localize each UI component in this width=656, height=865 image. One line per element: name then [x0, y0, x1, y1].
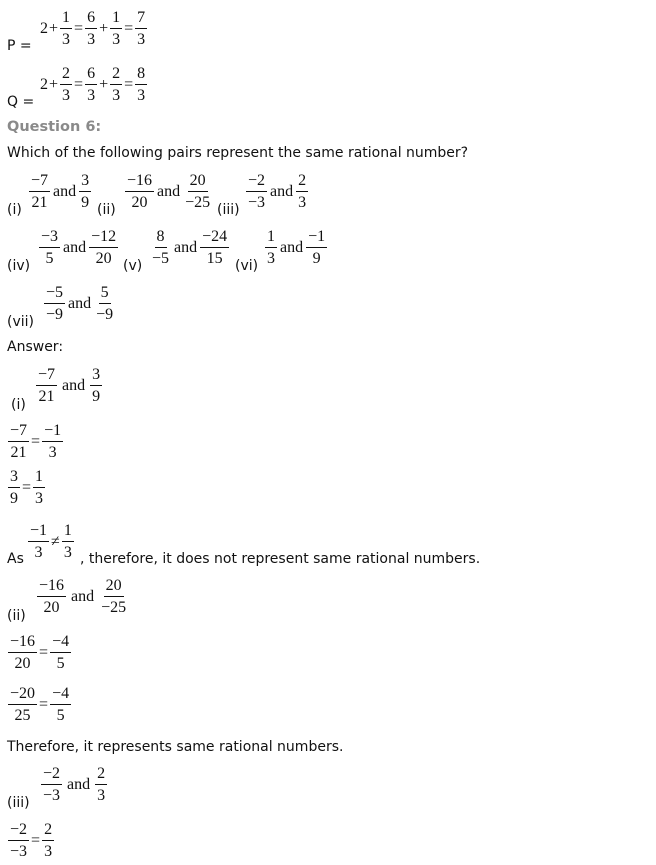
denominator: 3 — [48, 444, 57, 461]
label-v: (v) — [123, 258, 143, 274]
numerator: 1 — [110, 10, 122, 29]
fraction — [8, 686, 37, 724]
pair-i — [28, 173, 92, 211]
fraction — [42, 423, 63, 461]
numerator: −4 — [50, 634, 71, 653]
operator: = — [31, 832, 41, 849]
numerator: 6 — [85, 66, 97, 85]
denominator: 20 — [14, 655, 31, 672]
pair-iv — [38, 229, 119, 267]
plus-sign: + — [49, 20, 59, 37]
denominator: −25 — [101, 599, 127, 616]
q-label: Q = — [7, 94, 35, 110]
denominator: 3 — [87, 87, 96, 104]
answer-pair-i — [35, 367, 103, 405]
conclusion-i: , therefore, it does not represent same rational numbers. — [80, 551, 481, 567]
numerator: 3 — [8, 469, 20, 488]
answer-pair-ii — [36, 578, 129, 616]
numerator: −1 — [28, 523, 49, 542]
numerator: −2 — [8, 822, 29, 841]
denominator: −3 — [43, 787, 61, 804]
denominator: 3 — [112, 31, 121, 48]
numerator: 2 — [60, 66, 72, 85]
and-word: and — [63, 239, 87, 256]
denominator: −9 — [96, 306, 114, 323]
fraction — [42, 822, 54, 860]
and-word: and — [270, 183, 294, 200]
answer-label-i: (i) — [11, 397, 26, 413]
and-word: and — [67, 776, 91, 793]
operator: = — [74, 76, 84, 93]
fraction — [125, 173, 154, 211]
denominator: 15 — [206, 250, 223, 267]
operator: = — [39, 644, 49, 661]
denominator: 3 — [267, 250, 275, 267]
answer-label: Answer: — [7, 339, 64, 355]
numerator: 2 — [296, 173, 308, 192]
denominator: 5 — [56, 655, 65, 672]
and-word: and — [71, 588, 95, 605]
numerator: −12 — [89, 229, 118, 248]
denominator: −25 — [185, 194, 211, 211]
as-label: As — [7, 551, 24, 567]
fraction — [44, 285, 65, 323]
step-iii-1 — [7, 822, 55, 860]
denominator: 21 — [10, 444, 27, 461]
fraction — [8, 423, 29, 461]
numerator: 1 — [60, 10, 72, 29]
denominator: 5 — [56, 707, 65, 724]
numerator: −20 — [8, 686, 37, 705]
operator: = — [124, 76, 134, 93]
denominator: 5 — [45, 250, 54, 267]
denominator: 3 — [87, 31, 96, 48]
fraction — [85, 10, 97, 48]
operator: = — [31, 433, 41, 450]
question-heading: Question 6: — [7, 119, 102, 135]
fraction — [36, 367, 57, 405]
numerator: −4 — [50, 686, 71, 705]
denominator: 3 — [35, 490, 44, 507]
denominator: 3 — [298, 194, 307, 211]
fraction — [85, 66, 97, 104]
numerator: 2 — [110, 66, 122, 85]
equals-sign: = — [124, 20, 134, 37]
operator: = — [39, 696, 49, 713]
fraction — [50, 634, 71, 672]
operator: + — [49, 76, 59, 93]
numerator: 5 — [99, 285, 111, 304]
fraction — [200, 229, 229, 267]
fraction — [62, 523, 74, 561]
step-ii-2 — [7, 686, 72, 724]
numerator: 3 — [79, 173, 91, 192]
denominator: 3 — [44, 843, 53, 860]
fraction — [135, 10, 147, 48]
numerator: −2 — [246, 173, 267, 192]
denominator: 20 — [131, 194, 148, 211]
step-ii-1 — [7, 634, 72, 672]
step-i-2 — [7, 469, 46, 507]
and-word: and — [53, 183, 77, 200]
label-i: (i) — [7, 202, 22, 218]
number: 2 — [40, 76, 48, 93]
denominator: 21 — [38, 388, 55, 405]
answer-label-ii: (ii) — [7, 608, 26, 624]
numerator: 1 — [33, 469, 45, 488]
numerator: 20 — [104, 578, 124, 597]
fraction — [39, 229, 60, 267]
denominator: −3 — [248, 194, 266, 211]
fraction — [265, 229, 277, 267]
step-i-1 — [7, 423, 64, 461]
numerator: 7 — [135, 10, 147, 29]
denominator: 3 — [97, 787, 106, 804]
fraction — [95, 766, 107, 804]
fraction — [183, 173, 212, 211]
fraction — [8, 822, 29, 860]
numerator: 1 — [62, 523, 74, 542]
answer-pair-iii — [40, 766, 108, 804]
denominator: 3 — [62, 31, 71, 48]
fraction — [306, 229, 327, 267]
fraction — [8, 634, 37, 672]
numerator: −2 — [41, 766, 62, 785]
answer-label-iii: (iii) — [7, 795, 30, 811]
denominator: 9 — [81, 194, 90, 211]
operator: + — [99, 76, 109, 93]
fraction — [50, 686, 71, 724]
pair-vii — [43, 285, 116, 323]
and-word: and — [280, 239, 304, 256]
p-equation — [40, 10, 148, 48]
denominator: −9 — [46, 306, 64, 323]
numerator: −16 — [8, 634, 37, 653]
fraction — [89, 229, 118, 267]
numerator: −3 — [39, 229, 60, 248]
numerator: −7 — [36, 367, 57, 386]
fraction — [37, 578, 66, 616]
label-iii: (iii) — [217, 202, 240, 218]
denominator: 3 — [137, 31, 146, 48]
numerator: −1 — [42, 423, 63, 442]
denominator: −3 — [10, 843, 28, 860]
numerator: 8 — [135, 66, 147, 85]
and-word: and — [157, 183, 181, 200]
fraction — [79, 173, 91, 211]
numerator: −5 — [44, 285, 65, 304]
denominator: 25 — [14, 707, 31, 724]
and-word: and — [68, 295, 92, 312]
plus-sign: + — [99, 20, 109, 37]
p-label: P = — [7, 38, 32, 54]
numerator: 20 — [188, 173, 208, 192]
q-equation — [40, 66, 148, 104]
numerator: −16 — [37, 578, 66, 597]
denominator: 21 — [31, 194, 48, 211]
denominator: 9 — [92, 388, 101, 405]
denominator: −5 — [152, 250, 170, 267]
fraction — [28, 523, 49, 561]
number: 2 — [40, 20, 48, 37]
and-word: and — [174, 239, 198, 256]
conclusion-ii: Therefore, it represents same rational numbers. — [7, 739, 344, 755]
numerator: 1 — [265, 229, 277, 248]
operator: ≠ — [51, 533, 60, 550]
numerator: 8 — [155, 229, 167, 248]
denominator: 9 — [10, 490, 18, 507]
fraction — [110, 10, 122, 48]
numerator: 3 — [90, 367, 102, 386]
fraction — [8, 469, 20, 507]
denominator: 20 — [95, 250, 112, 267]
denominator: 3 — [137, 87, 146, 104]
numerator: −7 — [8, 423, 29, 442]
equals-sign: = — [74, 20, 84, 37]
label-vi: (vi) — [235, 258, 259, 274]
pair-ii — [124, 173, 213, 211]
fraction — [150, 229, 171, 267]
fraction — [33, 469, 45, 507]
label-iv: (iv) — [7, 258, 31, 274]
denominator: 3 — [63, 544, 72, 561]
denominator: 3 — [62, 87, 71, 104]
numerator: 6 — [85, 10, 97, 29]
and-word: and — [62, 377, 86, 394]
fraction — [99, 578, 128, 616]
fraction — [94, 285, 115, 323]
label-ii: (ii) — [97, 202, 116, 218]
numerator: 2 — [95, 766, 107, 785]
pair-vi — [264, 229, 328, 267]
denominator: 9 — [312, 250, 321, 267]
label-vii: (vii) — [7, 314, 34, 330]
pair-iii — [245, 173, 309, 211]
fraction — [41, 766, 62, 804]
fraction — [246, 173, 267, 211]
numerator: −16 — [125, 173, 154, 192]
denominator: 3 — [34, 544, 43, 561]
numerator: −24 — [200, 229, 229, 248]
fraction — [60, 66, 72, 104]
fraction — [296, 173, 308, 211]
fraction — [110, 66, 122, 104]
fraction — [90, 367, 102, 405]
denominator: 20 — [43, 599, 60, 616]
question-text: Which of the following pairs represent the same rational number? — [7, 145, 469, 161]
pair-v — [149, 229, 230, 267]
numerator: 2 — [42, 822, 54, 841]
fraction — [29, 173, 50, 211]
operator: = — [22, 479, 32, 496]
fraction — [135, 66, 147, 104]
fraction — [60, 10, 72, 48]
denominator: 3 — [112, 87, 121, 104]
inequality-i — [27, 523, 75, 561]
numerator: −1 — [306, 229, 327, 248]
numerator: −7 — [29, 173, 50, 192]
